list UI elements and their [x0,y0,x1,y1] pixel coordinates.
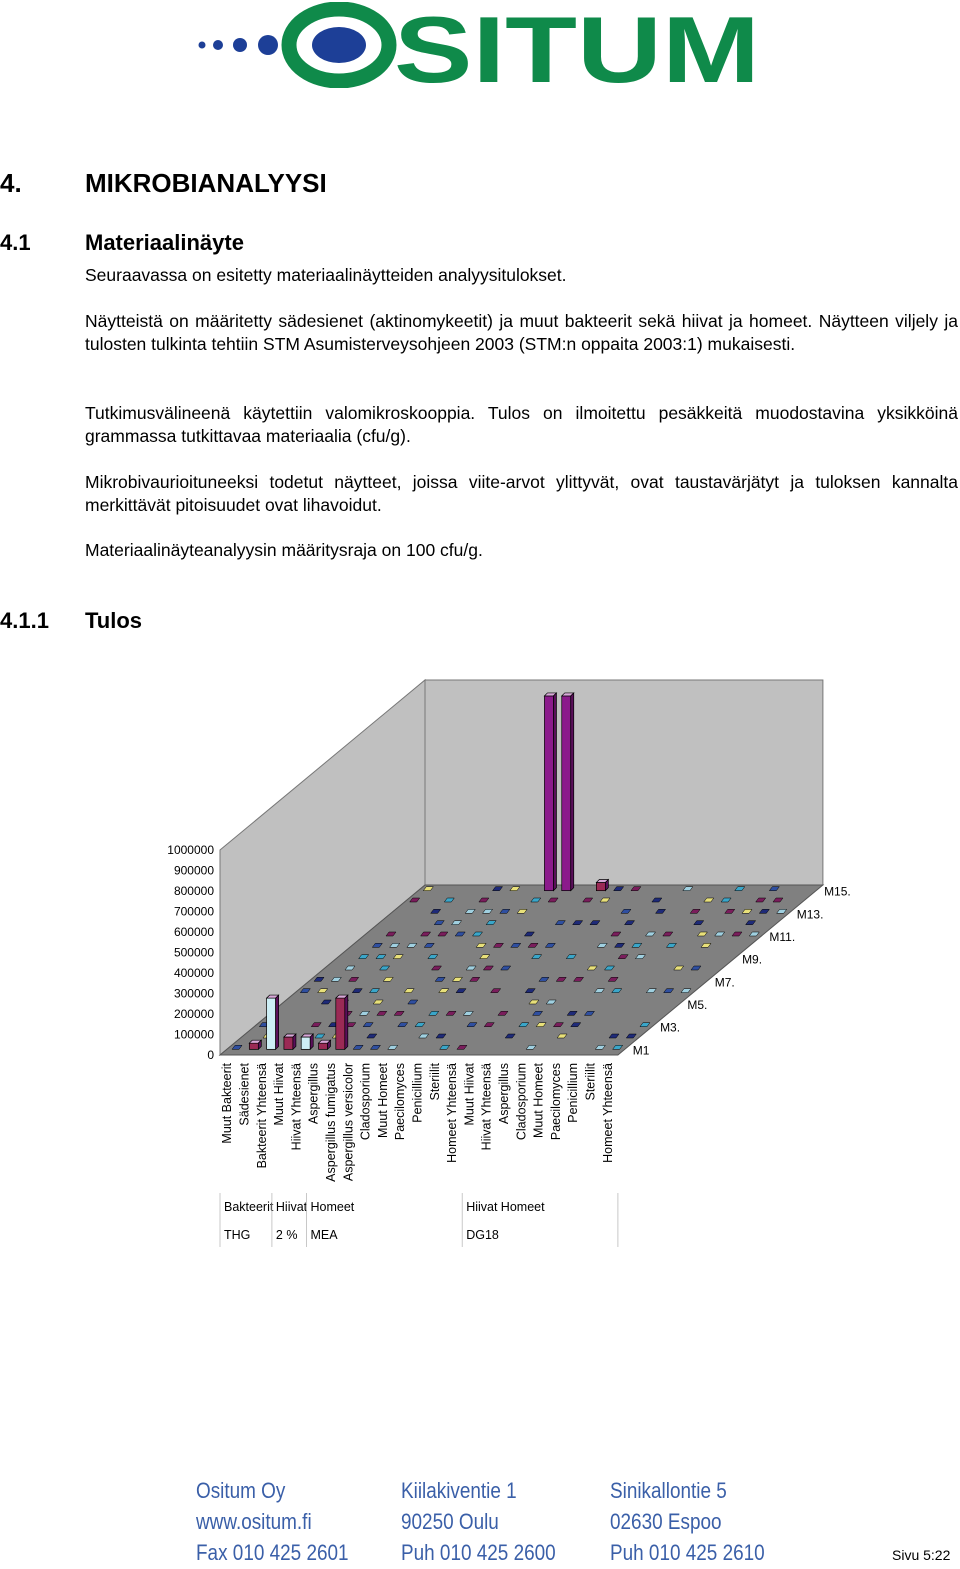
footer-company-name: Ositum Oy [196,1478,286,1503]
chart-back-wall [425,680,823,885]
footer-oulu-phone: Puh 010 425 2600 [401,1540,556,1565]
category-label: Homeet Yhteensä [600,1063,615,1163]
y-tick-label: 100000 [173,1027,214,1042]
chart-bar [562,696,571,891]
footer-espoo [610,1475,765,1568]
paragraph-methods: Näytteistä on määritetty sädesienet (aktinomykeetit) ja muut bakteerit sekä hiivat ja homeet. Näytteen viljely ja tulosten tulkinta tehtiin STM Asumisterveysohjeen 2003 (STM:n oppaita 2003:1) mukaisesti. [85,311,958,354]
section-title: MIKROBIANALYYSI [85,168,327,198]
subsubsection-title: Tulos [85,608,143,633]
category-label: Muut Homeet [375,1063,390,1139]
category-label: Aspergillus [306,1063,321,1125]
depth-label: M13. [796,907,824,922]
group-label: Bakteerit [224,1200,274,1214]
chart-bar [301,1037,310,1049]
media-label: 2 % [275,1228,298,1242]
category-label: Cladosporium [358,1063,373,1141]
y-tick-label: 200000 [173,1007,214,1021]
chart-bar-side [293,1034,296,1049]
y-tick-label: 400000 [173,966,214,980]
chart-bar-side [571,693,574,891]
chart-bar-side [553,693,556,891]
category-label: Sädesienet [237,1063,252,1126]
footer-fax: Fax 010 425 2601 [196,1540,349,1565]
footer-espoo-city: 02630 Espoo [610,1509,722,1534]
svg-text:SITUM: SITUM [394,2,760,88]
y-tick-label: 600000 [173,925,214,939]
category-label: Bakteerit Yhteensä [254,1063,269,1169]
category-label: Cladosporium [514,1063,529,1141]
category-label: Muut Hiivat [462,1063,477,1126]
depth-label: M3. [660,1020,681,1035]
y-tick-label: 1000000 [167,843,214,857]
chart-bar [544,696,553,891]
y-tick-label: 500000 [173,945,214,960]
category-label: Muut Hiivat [272,1063,287,1126]
depth-label: M7. [714,975,735,990]
chart-bar [284,1037,293,1049]
category-label: Steriilit [583,1063,598,1101]
category-label: Paecilomyces [548,1063,563,1141]
chart-bar-side [276,995,279,1049]
footer-oulu [401,1475,556,1568]
depth-label: M11. [769,930,796,944]
page-number: Sivu 5:22 [892,1547,951,1563]
chart-bar [336,998,345,1049]
media-label: DG18 [466,1228,499,1242]
depth-label: M5. [687,998,708,1012]
footer-website: www.ositum.fi [196,1509,312,1534]
y-tick-label: 0 [207,1048,214,1062]
chart-bar [596,882,605,890]
footer-espoo-street: Sinikallontie 5 [610,1478,727,1503]
group-label: Hiivat [466,1200,498,1214]
chart-bar [267,998,276,1049]
category-label: Penicillium [566,1063,581,1123]
footer [196,1475,766,1567]
ositum-logo [196,2,762,88]
depth-label: M9. [742,952,763,967]
section-number: 4. [0,168,22,198]
paragraph-damage: Mikrobivaurioituneeksi todetut näytteet, joissa viite-arvot ylittyvät, ovat taustavärjätyt ja tuloksen kannalta merkittävät pitoisuudet ovat lihavoidut. [85,472,958,515]
category-label: Muut Bakteerit [220,1063,235,1144]
intro-text: Seuraavassa on esitetty materiaalinäytteiden analyysitulokset. [85,265,567,285]
subsection-number: 4.1 [0,230,31,255]
category-label: Paecilomyces [393,1063,408,1141]
results-chart [150,670,850,1260]
paragraph-limit: Materiaalinäyteanalyysin määritysraja on 100 cfu/g. [85,540,483,560]
footer-company [196,1475,349,1568]
category-label: Penicillium [410,1063,425,1123]
category-label: Steriilit [427,1063,442,1101]
chart-bar [249,1043,258,1049]
footer-espoo-phone: Puh 010 425 2610 [610,1540,765,1565]
y-tick-label: 700000 [173,904,214,919]
category-label: Hiivat Yhteensä [479,1063,494,1151]
footer-oulu-street: Kiilakiventie 1 [401,1478,517,1503]
category-label: Muut Homeet [531,1063,546,1139]
depth-label: M15. [824,884,850,899]
category-label: Hiivat Yhteensä [289,1063,304,1151]
subsubsection-number: 4.1.1 [0,608,49,633]
group-label: Homeet [310,1200,355,1214]
footer-oulu-city: 90250 Oulu [401,1509,499,1534]
depth-label: M1 [632,1043,650,1058]
chart-bar-side [345,995,348,1049]
group-label: Homeet [500,1200,545,1214]
category-label: Aspergillus [497,1063,512,1125]
chart-bar [319,1043,328,1049]
paragraph-microscope: Tutkimusvälineenä käytettiin valomikroskooppia. Tulos on ilmoitettu pesäkkeitä muodostavina yksikköinä grammassa tutkittavaa materiaalia (cfu/g). [85,403,958,446]
media-label: THG [224,1228,251,1242]
chart-bar-side [310,1034,313,1049]
media-label: MEA [310,1228,338,1242]
category-label: Aspergillus fumigatus [324,1063,339,1182]
subsection-title: Materiaalinäyte [85,230,244,255]
y-tick-label: 900000 [173,863,214,878]
y-tick-label: 300000 [173,986,214,1001]
y-tick-label: 800000 [173,884,214,898]
group-label: Hiivat [275,1200,308,1214]
category-label: Aspergillus versicolor [341,1063,356,1182]
category-label: Homeet Yhteensä [445,1063,460,1163]
